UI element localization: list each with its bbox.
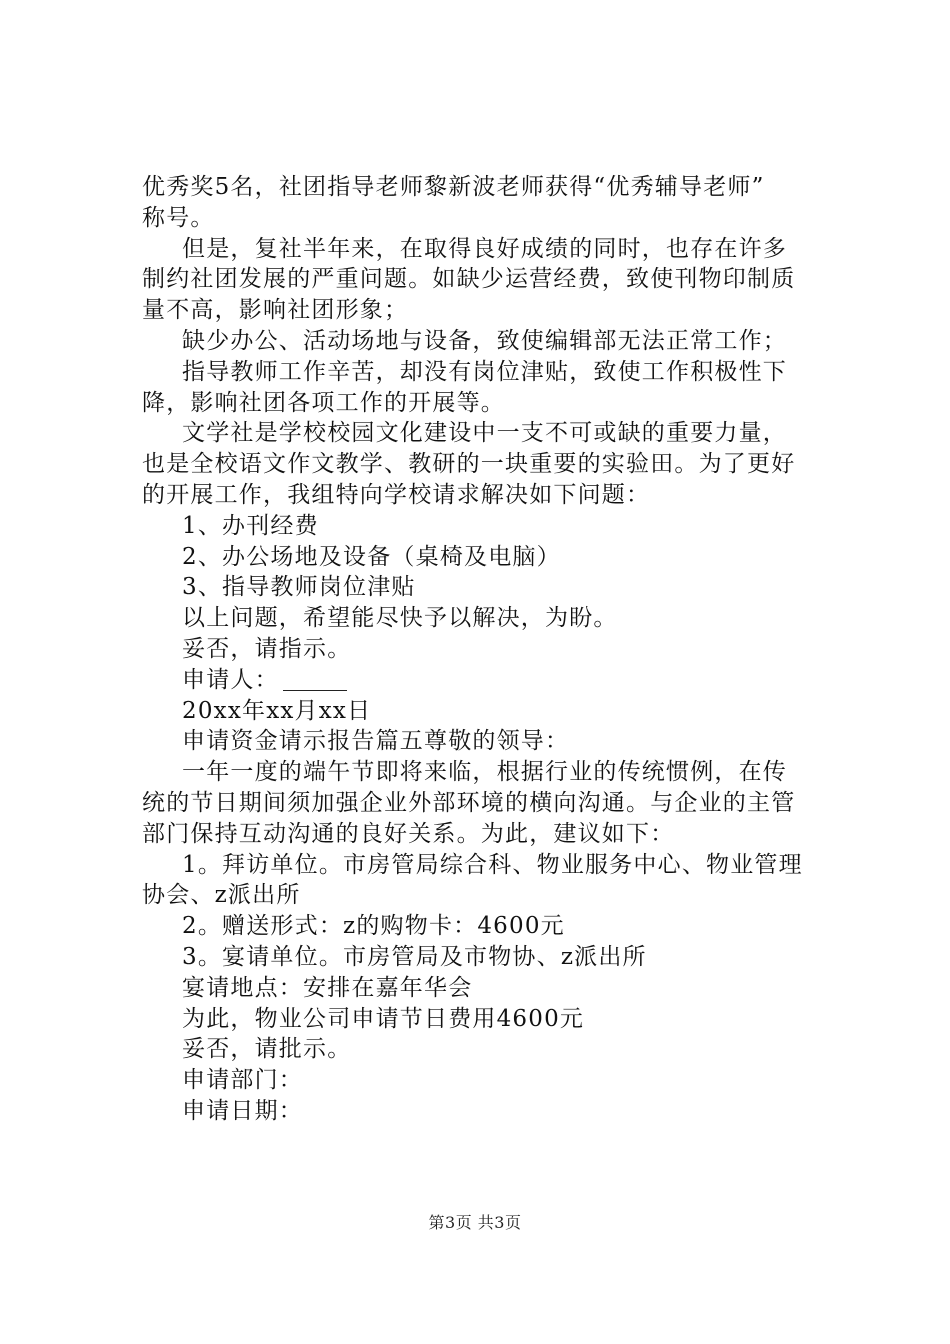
- document-body: [142, 172, 832, 1127]
- text-line: 部门保持互动沟通的良好关系。为此，建议如下：: [142, 820, 675, 847]
- text-line: 的开展工作，我组特向学校请求解决如下问题：: [142, 481, 651, 508]
- department-line: 申请部门：: [182, 1067, 303, 1094]
- text-line: 统的节日期间须加强企业外部环境的横向沟通。与企业的主管: [142, 789, 796, 816]
- text-line: 协会、z派出所: [142, 882, 301, 909]
- text-line: 但是，复社半年来，在取得良好成绩的同时，也存在许多: [182, 235, 787, 262]
- text-line: 为此，物业公司申请节日费用4600元: [182, 1005, 585, 1032]
- text-line: 称号。: [142, 204, 215, 231]
- text-line: 量不高，影响社团形象；: [142, 297, 409, 324]
- text-line: 宴请地点：安排在嘉年华会: [182, 974, 473, 1001]
- text-line: 也是全校语文作文教学、教研的一块重要的实验田。为了更好: [142, 451, 796, 478]
- list-item: 3、指导教师岗位津贴: [182, 574, 416, 601]
- application-date-line: 申请日期：: [182, 1097, 303, 1124]
- text-line: 制约社团发展的严重问题。如缺少运营经费，致使刊物印制质: [142, 266, 796, 293]
- date-line: 20xx年xx月xx日: [182, 697, 372, 724]
- list-item: 2。赠送形式：z的购物卡：4600元: [182, 913, 565, 940]
- page-footer: 第3页 共3页: [428, 1213, 522, 1232]
- text-line: 降，影响社团各项工作的开展等。: [142, 389, 505, 416]
- text-line: 妥否，请指示。: [182, 635, 352, 662]
- text-line: 文学社是学校校园文化建设中一支不可或缺的重要力量，: [182, 420, 787, 447]
- text-line: 一年一度的端午节即将来临，根据行业的传统惯例，在传: [182, 759, 787, 786]
- text-line: 缺少办公、活动场地与设备，致使编辑部无法正常工作；: [182, 327, 787, 354]
- list-item: 3。宴请单位。市房管局及市物协、z派出所: [182, 943, 647, 970]
- list-item: 2、办公场地及设备（桌椅及电脑）: [182, 543, 561, 570]
- text-line: 指导教师工作辛苦，却没有岗位津贴，致使工作积极性下: [182, 358, 787, 385]
- text-line: 妥否，请批示。: [182, 1036, 352, 1063]
- applicant-line: [142, 665, 832, 696]
- text-line: 以上问题，希望能尽快予以解决，为盼。: [182, 605, 618, 632]
- list-item: 1。拜访单位。市房管局综合科、物业服务中心、物业管理: [182, 851, 803, 878]
- applicant-label: 申请人：: [182, 666, 279, 693]
- section-heading: 申请资金请示报告篇五尊敬的领导：: [182, 728, 570, 755]
- text-line: 优秀奖5名，社团指导老师黎新波老师获得“优秀辅导老师”: [142, 174, 765, 200]
- list-item: 1、办刊经费: [182, 512, 319, 539]
- signature-blank: [283, 668, 347, 691]
